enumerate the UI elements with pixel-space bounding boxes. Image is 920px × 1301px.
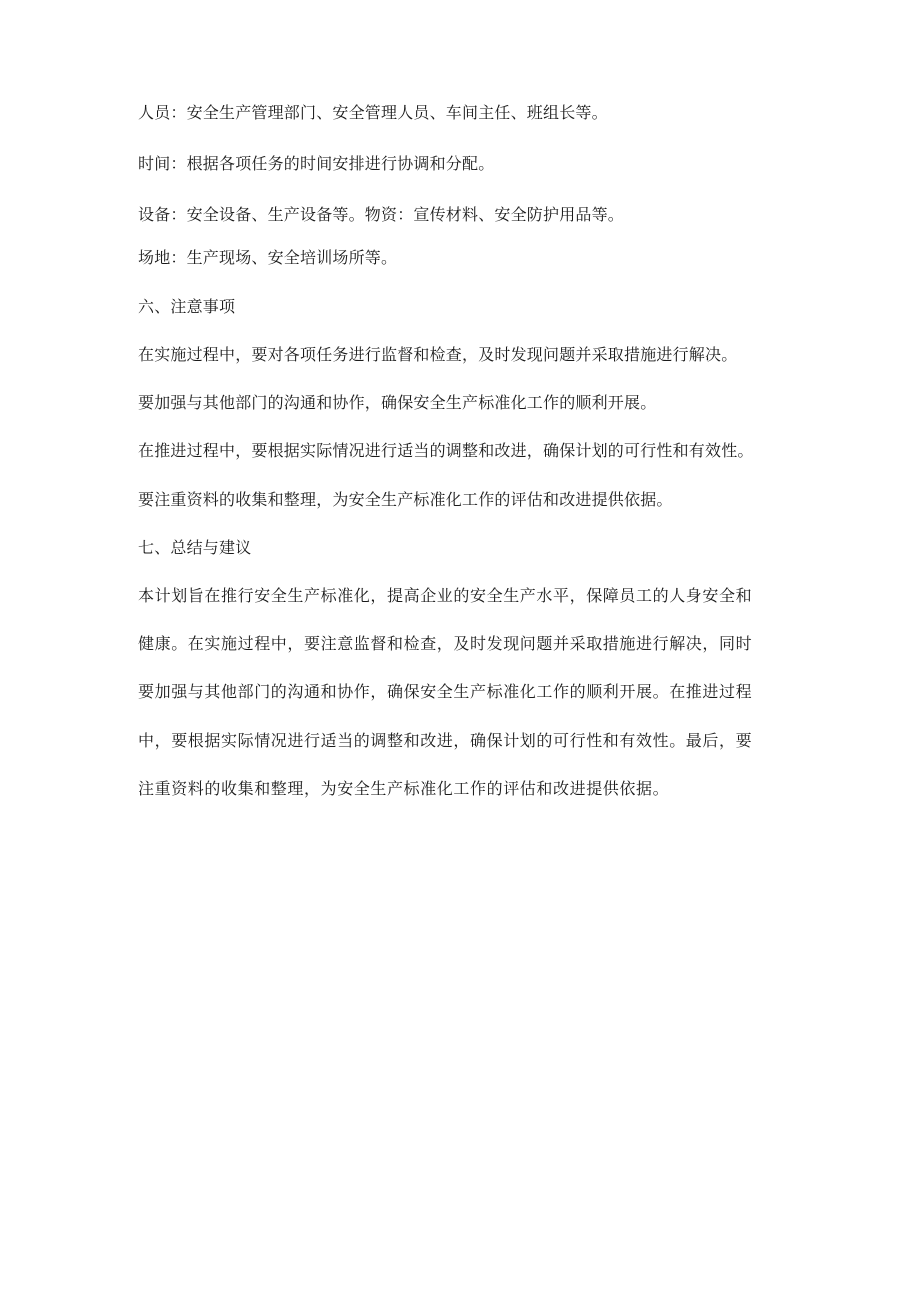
section-6-item: 在推进过程中，要根据实际情况进行适当的调整和改进，确保计划的可行性和有效性。 [138, 441, 754, 460]
resource-time-line: 时间：根据各项任务的时间安排进行协调和分配。 [138, 154, 495, 173]
section-7-paragraph-line: 健康。在实施过程中，要注意监督和检查，及时发现问题并采取措施进行解决，同时 [138, 634, 753, 653]
section-6-item: 要注重资料的收集和整理，为安全生产标准化工作的评估和改进提供依据。 [138, 490, 673, 509]
section-7-paragraph-line: 中，要根据实际情况进行适当的调整和改进，确保计划的可行性和有效性。最后，要 [138, 731, 753, 750]
section-7-paragraph-line: 要加强与其他部门的沟通和协作，确保安全生产标准化工作的顺利开展。在推进过程 [138, 682, 753, 701]
section-6-item: 在实施过程中，要对各项任务进行监督和检查，及时发现问题并采取措施进行解决。 [138, 345, 738, 364]
section-6-heading: 六、注意事项 [138, 297, 236, 316]
resource-site-line: 场地：生产现场、安全培训场所等。 [138, 248, 398, 267]
section-7-paragraph-line: 本计划旨在推行安全生产标准化，提高企业的安全生产水平，保障员工的人身安全和 [138, 586, 753, 605]
resource-equipment-line: 设备：安全设备、生产设备等。物资：宣传材料、安全防护用品等。 [138, 205, 625, 224]
section-7-paragraph-line: 注重资料的收集和整理，为安全生产标准化工作的评估和改进提供依据。 [138, 779, 670, 798]
section-6-item: 要加强与其他部门的沟通和协作，确保安全生产标准化工作的顺利开展。 [138, 393, 657, 412]
section-7-heading: 七、总结与建议 [138, 538, 252, 557]
resource-personnel-line: 人员：安全生产管理部门、安全管理人员、车间主任、班组长等。 [138, 103, 608, 122]
